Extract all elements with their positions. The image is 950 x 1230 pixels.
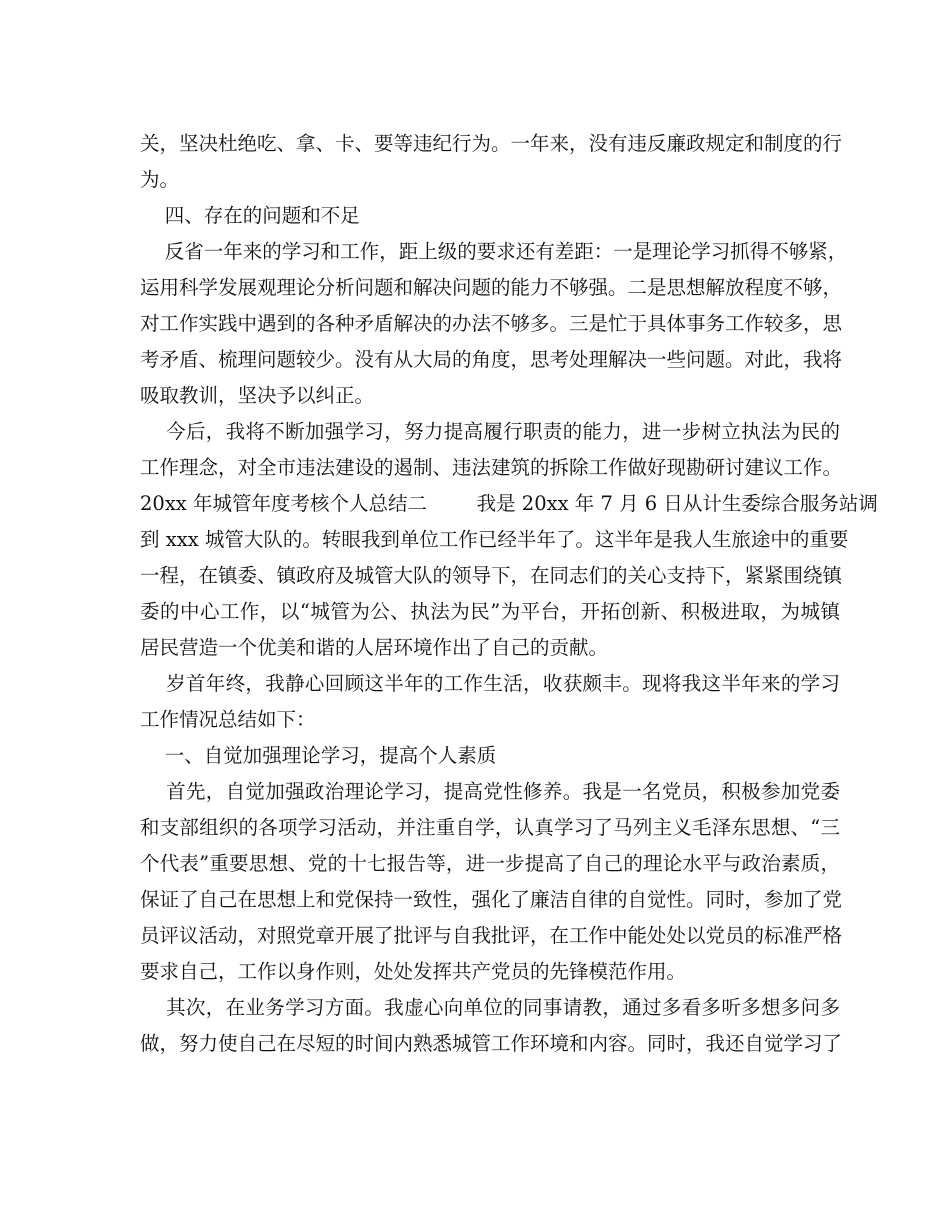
text-line: 对工作实践中遇到的各种矛盾解决的办法不够多。三是忙于具体事务工作较多，思 bbox=[140, 312, 843, 335]
text-line: 和支部组织的各项学习活动，并注重自学，认真学习了马列主义毛泽东思想、“三 bbox=[140, 816, 840, 839]
text-line: 运用科学发展观理论分析问题和解决问题的能力不够强。二是思想解放程度不够， bbox=[140, 276, 843, 299]
text-line: 吸取教训，坚决予以纠正。 bbox=[140, 384, 375, 407]
text-line: 个代表”重要思想、党的十七报告等，进一步提高了自己的理论水平与政治素质， bbox=[140, 852, 840, 875]
section-heading: 四、存在的问题和不足 bbox=[140, 204, 360, 227]
text-line: 首先，自觉加强政治理论学习，提高党性修养。我是一名党员，积极参加党委 bbox=[140, 780, 840, 803]
text-line: 工作情况总结如下： bbox=[140, 708, 316, 731]
text-line: 要求自己，工作以身作则，处处发挥共产党员的先锋模范作用。 bbox=[140, 960, 687, 983]
text-line: 为。 bbox=[140, 168, 180, 191]
text-line: 今后，我将不断加强学习，努力提高履行职责的能力，进一步树立执法为民的 bbox=[140, 420, 840, 443]
text-line: 到 xxx 城管大队的。转眼我到单位工作已经半年了。这半年是我人生旅途中的重要 bbox=[140, 528, 849, 551]
text-line: 做，努力使自己在尽短的时间内熟悉城管工作环境和内容。同时，我还自觉学习了 bbox=[140, 1032, 843, 1055]
text-line: 20xx 年城管年度考核个人总结二 我是 20xx 年 7 月 6 日从计生委综合服务站调 bbox=[140, 492, 878, 515]
text-line: 一程，在镇委、镇政府及城管大队的领导下，在同志们的关心支持下，紧紧围绕镇 bbox=[140, 564, 843, 587]
text-line: 岁首年终，我静心回顾这半年的工作生活，收获颇丰。现将我这半年来的学习 bbox=[140, 672, 840, 695]
text-line: 保证了自己在思想上和党保持一致性，强化了廉洁自律的自觉性。同时，参加了党 bbox=[140, 888, 843, 911]
text-line: 工作理念，对全市违法建设的遏制、违法建筑的拆除工作做好现勘研讨建议工作。 bbox=[140, 456, 843, 479]
section-heading: 一、自觉加强理论学习，提高个人素质 bbox=[140, 744, 497, 767]
text-line: 员评议活动，对照党章开展了批评与自我批评，在工作中能处处以党员的标准严格 bbox=[140, 924, 843, 947]
text-line: 关，坚决杜绝吃、拿、卡、要等违纪行为。一年来，没有违反廉政规定和制度的行 bbox=[140, 132, 843, 155]
text-line: 委的中心工作，以“城管为公、执法为民”为平台，开拓创新、积极进取，为城镇 bbox=[140, 600, 840, 623]
text-line: 反省一年来的学习和工作，距上级的要求还有差距：一是理论学习抓得不够紧， bbox=[140, 240, 848, 263]
text-line: 居民营造一个优美和谐的人居环境作出了自己的贡献。 bbox=[140, 636, 609, 659]
text-line: 其次，在业务学习方面。我虚心向单位的同事请教，通过多看多听多想多问多 bbox=[140, 996, 840, 1019]
text-line: 考矛盾、梳理问题较少。没有从大局的角度，思考处理解决一些问题。对此，我将 bbox=[140, 348, 843, 371]
